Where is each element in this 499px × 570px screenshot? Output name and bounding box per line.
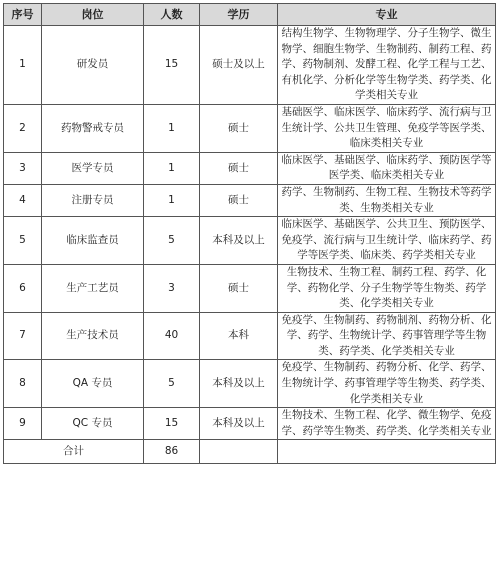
row-education: 硕士	[200, 104, 278, 152]
row-count: 15	[144, 408, 200, 440]
row-majors: 基础医学、临床医学、临床药学、流行病与卫生统计学、公共卫生管理、免疫学等医学类、临床类相关专业	[278, 104, 496, 152]
row-position: 注册专员	[42, 184, 144, 216]
row-count: 5	[144, 217, 200, 265]
header-education: 学历	[200, 4, 278, 26]
table-row	[4, 26, 496, 105]
header-no: 序号	[4, 4, 42, 26]
row-education: 硕士	[200, 152, 278, 184]
row-count: 1	[144, 104, 200, 152]
table-row	[4, 264, 496, 312]
table-row	[4, 360, 496, 408]
row-education: 本科及以上	[200, 408, 278, 440]
header-count: 人数	[144, 4, 200, 26]
row-majors: 结构生物学、生物物理学、分子生物学、微生物学、细胞生物学、生物制药、制药工程、药学、药物制剂、发酵工程、化学工程与工艺、有机化学、分析化学等生物学类、药学类、化学类相关专业	[278, 26, 496, 105]
header-position: 岗位	[42, 4, 144, 26]
row-count: 1	[144, 184, 200, 216]
row-majors: 生物技术、生物工程、制药工程、药学、化学、药物化学、分子生物学等生物类、药学类、化学类相关专业	[278, 264, 496, 312]
row-education: 本科及以上	[200, 360, 278, 408]
row-count: 5	[144, 360, 200, 408]
row-majors: 临床医学、基础医学、临床药学、预防医学等医学类、临床类相关专业	[278, 152, 496, 184]
row-no: 3	[4, 152, 42, 184]
row-education: 硕士及以上	[200, 26, 278, 105]
row-position: 药物警戒专员	[42, 104, 144, 152]
table-row	[4, 408, 496, 440]
row-position: QA 专员	[42, 360, 144, 408]
table-row	[4, 104, 496, 152]
row-count: 15	[144, 26, 200, 105]
row-education: 本科	[200, 312, 278, 360]
table-row	[4, 152, 496, 184]
row-count: 3	[144, 264, 200, 312]
row-majors: 临床医学、基础医学、公共卫生、预防医学、免疫学、流行病与卫生统计学、临床药学、药学等医学类、临床类、药学类相关专业	[278, 217, 496, 265]
row-no: 7	[4, 312, 42, 360]
row-position: 临床监查员	[42, 217, 144, 265]
row-no: 5	[4, 217, 42, 265]
total-education	[200, 440, 278, 464]
row-no: 6	[4, 264, 42, 312]
row-no: 4	[4, 184, 42, 216]
row-education: 本科及以上	[200, 217, 278, 265]
total-majors	[278, 440, 496, 464]
row-count: 40	[144, 312, 200, 360]
row-majors: 生物技术、生物工程、化学、微生物学、免疫学、药学等生物类、药学类、化学类相关专业	[278, 408, 496, 440]
row-position: 研发员	[42, 26, 144, 105]
header-row	[4, 4, 496, 26]
row-education: 硕士	[200, 184, 278, 216]
row-position: 生产技术员	[42, 312, 144, 360]
row-position: QC 专员	[42, 408, 144, 440]
row-education: 硕士	[200, 264, 278, 312]
table-row	[4, 217, 496, 265]
row-position: 医学专员	[42, 152, 144, 184]
table-row	[4, 312, 496, 360]
table-row	[4, 184, 496, 216]
header-major: 专业	[278, 4, 496, 26]
total-label: 合计	[4, 440, 144, 464]
row-no: 2	[4, 104, 42, 152]
row-position: 生产工艺员	[42, 264, 144, 312]
row-count: 1	[144, 152, 200, 184]
row-majors: 免疫学、生物制药、药物制剂、药物分析、化学、药学、生物统计学、药事管理学等生物类、药学类、化学类相关专业	[278, 312, 496, 360]
total-count: 86	[144, 440, 200, 464]
row-majors: 免疫学、生物制药、药物分析、化学、药学、生物统计学、药事管理学等生物类、药学类、化学类相关专业	[278, 360, 496, 408]
row-no: 8	[4, 360, 42, 408]
recruitment-table	[3, 3, 496, 464]
row-no: 9	[4, 408, 42, 440]
total-row	[4, 440, 496, 464]
row-majors: 药学、生物制药、生物工程、生物技术等药学类、生物类相关专业	[278, 184, 496, 216]
row-no: 1	[4, 26, 42, 105]
